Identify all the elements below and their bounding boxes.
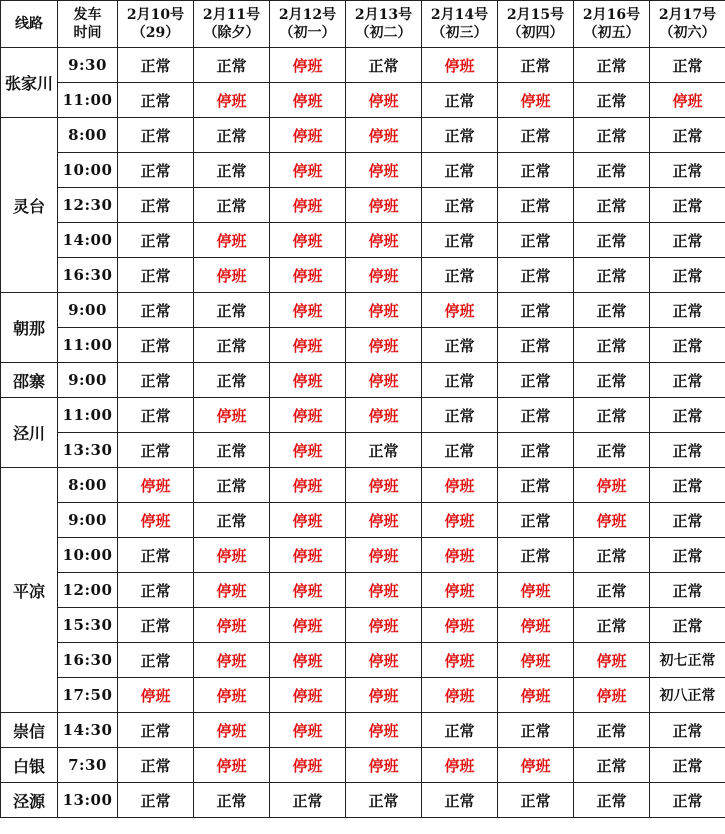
status-cell: 停班 [346,153,422,188]
status-cell: 停班 [346,258,422,293]
status-cell: 正常 [574,118,650,153]
status-cell: 正常 [498,468,574,503]
table-body [1,48,725,818]
table-row [1,713,725,748]
departure-time-cell: 11:00 [58,328,118,363]
status-cell: 正常 [422,188,498,223]
status-cell: 正常 [574,48,650,83]
status-cell: 停班 [270,398,346,433]
status-cell: 正常 [498,538,574,573]
status-cell: 停班 [422,678,498,713]
status-cell: 停班 [270,153,346,188]
status-cell: 停班 [574,643,650,678]
table-row [1,83,725,118]
table-row [1,48,725,83]
departure-time-cell: 15:30 [58,608,118,643]
status-cell: 正常 [422,258,498,293]
status-cell: 停班 [194,678,270,713]
status-cell: 正常 [118,748,194,783]
day-column-header [422,1,498,48]
status-cell: 停班 [194,83,270,118]
table-row [1,503,725,538]
status-cell: 正常 [194,433,270,468]
status-cell: 正常 [118,573,194,608]
departure-time-cell: 16:30 [58,643,118,678]
table-row [1,538,725,573]
status-cell: 正常 [346,783,422,818]
status-cell: 正常 [498,713,574,748]
departure-time-cell: 8:00 [58,468,118,503]
day-column-header [498,1,574,48]
status-cell: 停班 [422,608,498,643]
status-cell: 正常 [194,118,270,153]
day-date: 2月16号 [582,7,641,23]
departure-time-cell: 10:00 [58,538,118,573]
status-cell: 停班 [346,538,422,573]
depart-time-column-header [58,1,118,48]
status-cell: 正常 [346,433,422,468]
day-label: （初六） [659,25,716,41]
route-name-cell: 灵台 [1,118,58,293]
status-cell: 停班 [422,48,498,83]
header-row [1,1,725,48]
status-cell: 停班 [422,503,498,538]
route-name-cell: 邵寨 [1,363,58,398]
status-cell: 正常 [118,188,194,223]
day-column-header [118,1,194,48]
table-row [1,678,725,713]
status-cell: 停班 [270,468,346,503]
departure-time-cell: 8:00 [58,118,118,153]
status-cell: 停班 [194,398,270,433]
status-cell: 正常 [118,258,194,293]
table-row [1,153,725,188]
status-cell: 停班 [194,258,270,293]
status-cell: 正常 [498,118,574,153]
status-cell: 正常 [498,433,574,468]
status-cell: 停班 [270,573,346,608]
status-cell: 正常 [498,783,574,818]
table-row [1,223,725,258]
departure-time-cell: 14:00 [58,223,118,258]
status-cell: 停班 [498,643,574,678]
status-cell: 停班 [270,433,346,468]
status-cell: 正常 [574,328,650,363]
status-cell: 正常 [498,398,574,433]
day-label: （初四） [507,25,564,41]
status-cell: 正常 [574,83,650,118]
status-cell: 正常 [650,363,725,398]
status-cell: 停班 [574,503,650,538]
day-date: 2月17号 [658,7,717,23]
status-cell: 停班 [422,748,498,783]
departure-time-cell: 14:30 [58,713,118,748]
status-cell: 停班 [118,678,194,713]
status-cell: 停班 [118,503,194,538]
status-cell: 正常 [194,328,270,363]
day-label: （除夕） [203,25,260,41]
status-cell: 停班 [270,538,346,573]
status-cell: 停班 [498,573,574,608]
status-cell: 正常 [650,538,725,573]
status-cell: 停班 [270,188,346,223]
day-column-header [270,1,346,48]
status-cell: 正常 [194,188,270,223]
day-date: 2月12号 [278,7,337,23]
route-column-header: 线路 [1,1,58,48]
status-cell: 正常 [194,503,270,538]
status-cell: 正常 [118,118,194,153]
status-cell: 正常 [194,468,270,503]
status-cell: 正常 [574,748,650,783]
table-header [1,1,725,48]
table-row [1,573,725,608]
departure-time-cell: 10:00 [58,153,118,188]
status-cell: 停班 [346,748,422,783]
status-cell: 正常 [118,48,194,83]
status-cell: 正常 [194,48,270,83]
departure-time-cell: 9:00 [58,293,118,328]
status-cell: 正常 [650,188,725,223]
route-name-cell: 崇信 [1,713,58,748]
status-cell: 正常 [574,573,650,608]
status-cell: 停班 [346,363,422,398]
table-row [1,398,725,433]
status-cell: 停班 [270,363,346,398]
departure-time-cell: 13:30 [58,433,118,468]
status-cell: 正常 [574,293,650,328]
departure-time-cell: 11:00 [58,398,118,433]
day-date: 2月14号 [430,7,489,23]
status-cell: 正常 [118,293,194,328]
status-cell: 正常 [498,503,574,538]
status-cell: 正常 [422,328,498,363]
status-cell: 正常 [650,713,725,748]
status-cell: 停班 [574,468,650,503]
status-cell: 正常 [422,118,498,153]
departure-time-cell: 12:30 [58,188,118,223]
status-cell: 停班 [498,678,574,713]
route-name-cell: 平凉 [1,468,58,713]
status-cell: 停班 [574,678,650,713]
status-cell: 正常 [574,783,650,818]
table-row [1,328,725,363]
status-cell: 正常 [422,223,498,258]
status-cell: 正常 [650,293,725,328]
status-cell: 停班 [346,118,422,153]
departure-time-cell: 16:30 [58,258,118,293]
status-cell: 正常 [194,293,270,328]
status-cell: 停班 [270,643,346,678]
status-cell: 正常 [422,153,498,188]
status-cell: 停班 [422,643,498,678]
status-cell: 正常 [498,153,574,188]
status-cell: 正常 [650,118,725,153]
table-row [1,363,725,398]
status-cell: 停班 [498,83,574,118]
table-row [1,293,725,328]
status-cell: 正常 [118,783,194,818]
status-cell: 停班 [346,398,422,433]
status-cell: 正常 [650,258,725,293]
status-cell: 正常 [650,748,725,783]
status-cell: 停班 [498,608,574,643]
status-cell: 正常 [650,48,725,83]
day-label: （初二） [355,25,412,41]
status-cell: 正常 [270,783,346,818]
status-cell: 停班 [118,468,194,503]
status-cell: 正常 [422,83,498,118]
departure-time-cell: 12:00 [58,573,118,608]
status-cell: 停班 [270,293,346,328]
status-cell: 停班 [270,258,346,293]
route-name-cell: 泾川 [1,398,58,468]
status-cell: 正常 [498,293,574,328]
status-cell: 停班 [194,643,270,678]
status-cell: 正常 [346,48,422,83]
status-cell: 正常 [422,433,498,468]
status-cell: 正常 [194,153,270,188]
day-date: 2月15号 [506,7,565,23]
status-cell: 停班 [270,48,346,83]
status-cell: 停班 [270,678,346,713]
day-label: （29） [131,25,180,41]
status-cell: 正常 [574,258,650,293]
status-cell: 正常 [574,538,650,573]
departure-time-cell: 13:00 [58,783,118,818]
status-cell: 正常 [422,398,498,433]
status-cell: 正常 [498,48,574,83]
status-cell: 正常 [574,608,650,643]
departure-time-cell: 7:30 [58,748,118,783]
status-cell: 停班 [194,713,270,748]
status-cell: 停班 [346,608,422,643]
status-cell: 停班 [346,573,422,608]
departure-time-cell: 17:50 [58,678,118,713]
status-cell: 停班 [650,83,725,118]
status-cell: 正常 [118,608,194,643]
status-cell: 停班 [194,573,270,608]
status-cell: 正常 [574,713,650,748]
table-row [1,643,725,678]
status-cell: 正常 [422,713,498,748]
status-cell: 正常 [498,363,574,398]
status-cell: 正常 [118,538,194,573]
status-cell: 正常 [118,153,194,188]
departure-time-cell: 9:00 [58,363,118,398]
status-cell: 正常 [574,433,650,468]
status-cell: 停班 [270,223,346,258]
status-cell: 正常 [650,468,725,503]
status-cell: 停班 [346,328,422,363]
day-column-header [574,1,650,48]
status-cell: 正常 [650,223,725,258]
depart-header-line-2: 时间 [73,25,102,41]
depart-header-line-1: 发车 [73,7,102,23]
status-cell: 正常 [650,153,725,188]
status-cell: 停班 [346,643,422,678]
day-label: （初一） [279,25,336,41]
status-cell: 正常 [118,223,194,258]
status-cell: 正常 [574,188,650,223]
day-date: 2月13号 [354,7,413,23]
status-cell: 停班 [194,538,270,573]
status-cell: 停班 [346,188,422,223]
status-cell: 正常 [118,643,194,678]
table-row [1,608,725,643]
status-cell: 停班 [346,293,422,328]
table-row [1,468,725,503]
status-cell: 初七正常 [650,643,725,678]
status-cell: 停班 [270,328,346,363]
table-row [1,748,725,783]
status-cell: 正常 [498,258,574,293]
status-cell: 停班 [422,573,498,608]
status-cell: 停班 [346,468,422,503]
status-cell: 停班 [270,83,346,118]
status-cell: 正常 [650,398,725,433]
status-cell: 正常 [118,328,194,363]
status-cell: 正常 [118,713,194,748]
status-cell: 停班 [270,503,346,538]
status-cell: 停班 [346,503,422,538]
status-cell: 正常 [118,83,194,118]
day-column-header [346,1,422,48]
status-cell: 停班 [270,608,346,643]
status-cell: 正常 [574,398,650,433]
status-cell: 停班 [346,223,422,258]
route-name-cell: 朝那 [1,293,58,363]
status-cell: 正常 [574,153,650,188]
table-row [1,258,725,293]
status-cell: 正常 [194,783,270,818]
day-date: 2月11号 [202,7,261,23]
status-cell: 正常 [118,398,194,433]
status-cell: 正常 [422,783,498,818]
status-cell: 正常 [650,328,725,363]
status-cell: 停班 [498,748,574,783]
status-cell: 停班 [346,678,422,713]
status-cell: 正常 [118,433,194,468]
status-cell: 正常 [194,363,270,398]
status-cell: 停班 [346,713,422,748]
status-cell: 正常 [574,223,650,258]
departure-time-cell: 9:30 [58,48,118,83]
status-cell: 停班 [194,748,270,783]
status-cell: 停班 [422,538,498,573]
table-row [1,783,725,818]
status-cell: 正常 [498,188,574,223]
status-cell: 停班 [422,293,498,328]
status-cell: 正常 [650,573,725,608]
day-column-header [194,1,270,48]
status-cell: 正常 [118,363,194,398]
status-cell: 停班 [270,118,346,153]
table-row [1,118,725,153]
status-cell: 正常 [650,608,725,643]
table-row [1,433,725,468]
status-cell: 正常 [422,363,498,398]
status-cell: 正常 [650,433,725,468]
status-cell: 正常 [498,328,574,363]
status-cell: 正常 [498,223,574,258]
status-cell: 正常 [650,503,725,538]
day-label: （初三） [431,25,488,41]
status-cell: 正常 [574,363,650,398]
status-cell: 停班 [270,748,346,783]
status-cell: 正常 [650,783,725,818]
status-cell: 初八正常 [650,678,725,713]
route-name-cell: 白银 [1,748,58,783]
departure-time-cell: 11:00 [58,83,118,118]
status-cell: 停班 [194,608,270,643]
status-cell: 停班 [194,223,270,258]
route-name-cell: 张家川 [1,48,58,118]
day-column-header [650,1,725,48]
status-cell: 停班 [270,713,346,748]
table-row [1,188,725,223]
status-cell: 停班 [422,468,498,503]
route-name-cell: 泾源 [1,783,58,818]
day-date: 2月10号 [126,7,185,23]
status-cell: 停班 [346,83,422,118]
departure-time-cell: 9:00 [58,503,118,538]
day-label: （初五） [583,25,640,41]
